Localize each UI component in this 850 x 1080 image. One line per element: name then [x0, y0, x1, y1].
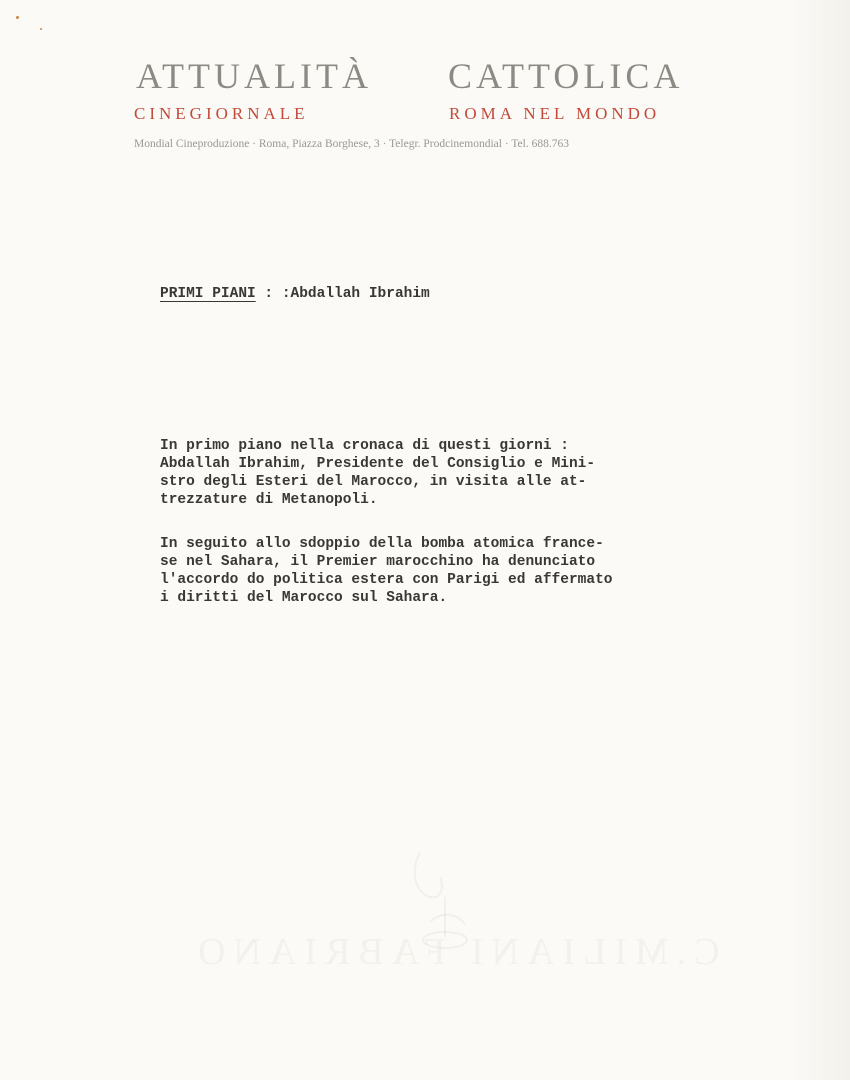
letterhead-address: Mondial Cineproduzione · Roma, Piazza Borghese, 3 · Telegr. Prodcinemondial · Tel. 688.763 [134, 138, 569, 150]
heading-label: PRIMI PIANI [160, 286, 256, 302]
heading-subject: : :Abdallah Ibrahim [255, 286, 430, 302]
document-heading [160, 286, 430, 302]
paper-speck [16, 16, 19, 19]
masthead-title-left: ATTUALITÀ [136, 56, 372, 96]
masthead-title-right: CATTOLICA [448, 56, 684, 96]
masthead-subtitle-right: ROMA NEL MONDO [449, 104, 661, 123]
body-paragraph-2: In seguito allo sdoppio della bomba atomica france- se nel Sahara, il Premier marocchino ha denunciato l'accordo do politica estera con Parigi ed affermato i diritti del Marocco sul Sahara. [160, 536, 613, 606]
masthead-subtitle-left: CINEGIORNALE [134, 104, 309, 123]
body-paragraph-1: In primo piano nella cronaca di questi giorni : Abdallah Ibrahim, Presidente del Consiglio e Mini- stro degli Esteri del Marocco, in visita alle at- trezzature di Metanopoli. [160, 438, 596, 508]
paper-speck [40, 28, 42, 30]
paper-watermark: C.MILIANI FABRIANO [190, 931, 720, 973]
